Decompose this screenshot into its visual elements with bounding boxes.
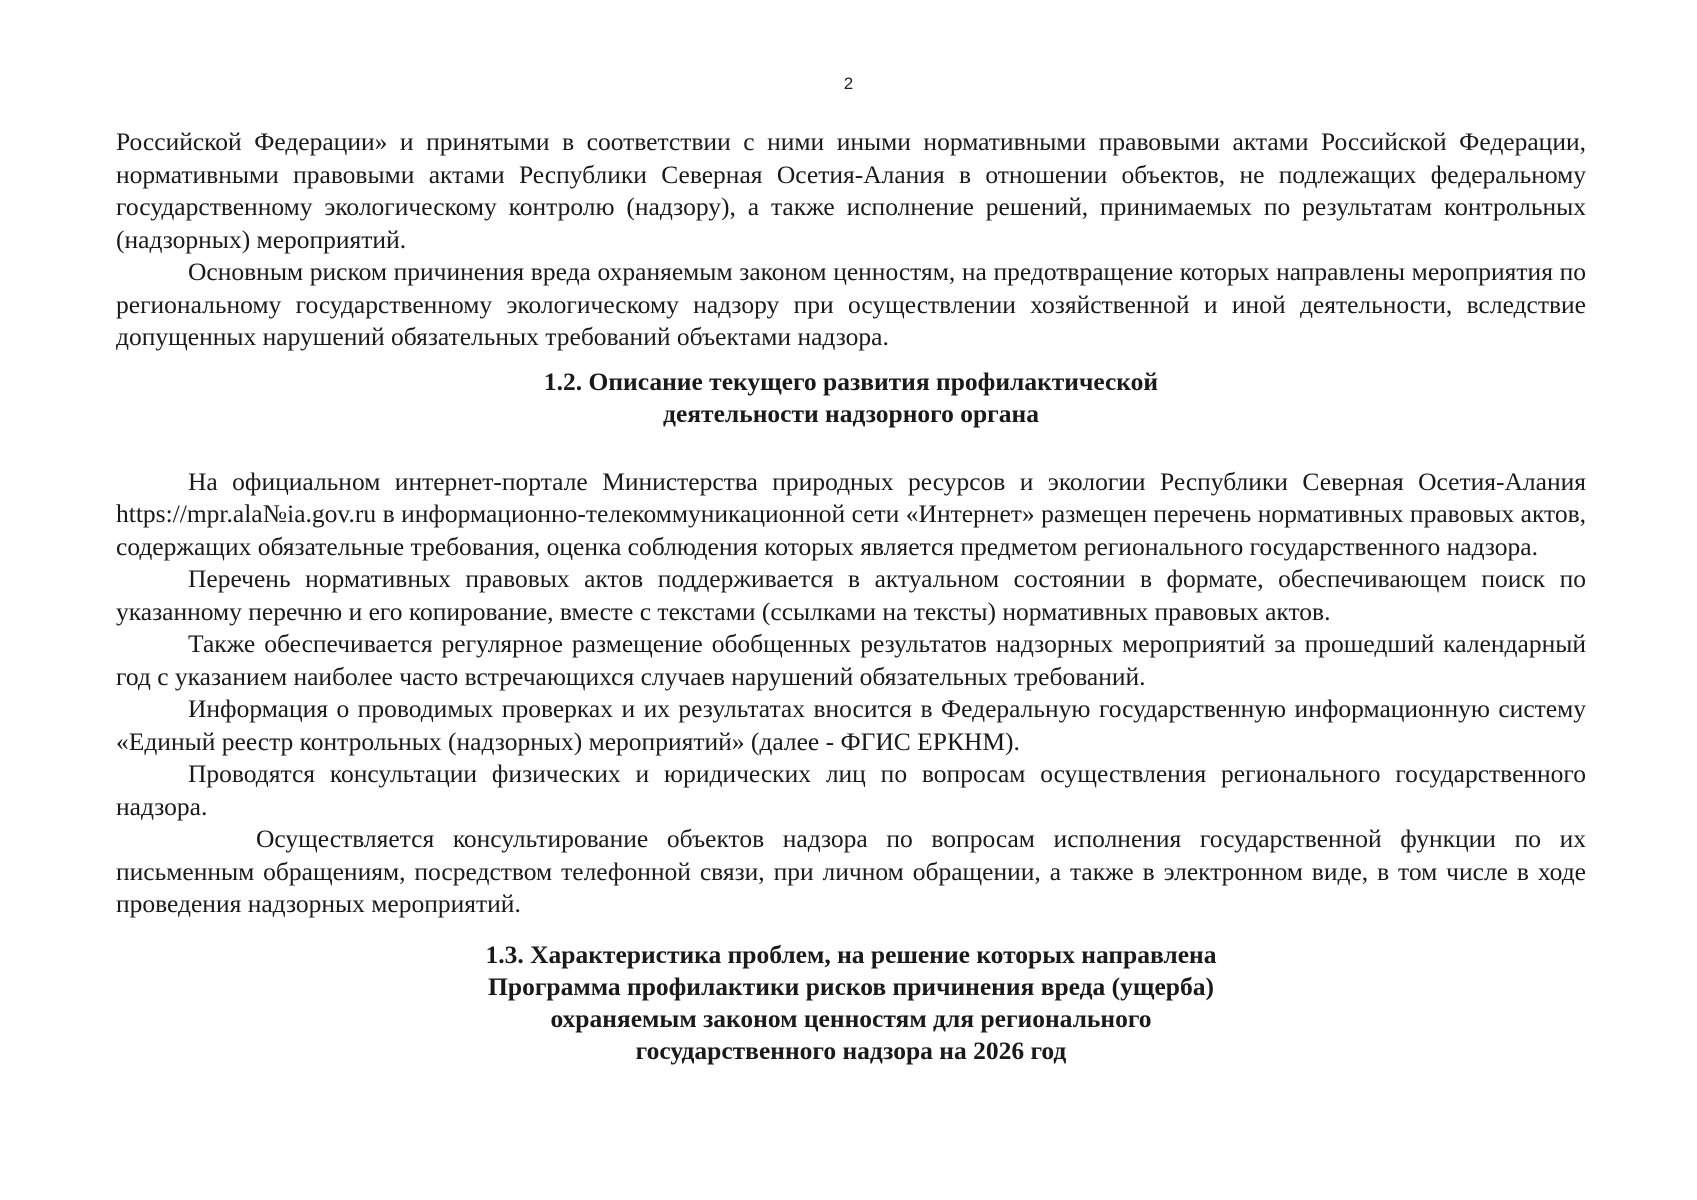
paragraph-consultations: Проводятся консультации физических и юридических лиц по вопросам осуществления регионального государственного надзора.: [116, 759, 1586, 821]
paragraph-main-risk: Основным риском причинения вреда охраняемым законом ценностям, на предотвращение которых направлены мероприятия по региональному государственному экологическому надзору при осуществлении хозяйственной и иной деятельности, вследствие допущенных нарушений обязательных требований объектами надзора.: [116, 257, 1586, 351]
section-heading-1-3: [116, 939, 1586, 1067]
paragraph-erknm: Информация о проводимых проверках и их результатах вносится в Федеральную государственную информационную систему «Единый реестр контрольных (надзорных) мероприятий» (далее - ФГИС ЕРКНМ).: [116, 694, 1586, 756]
heading-line: деятельности надзорного органа: [663, 398, 1039, 428]
heading-line: Программа профилактики рисков причинения вреда (ущерба): [488, 971, 1214, 1001]
paragraph-portal: На официальном интернет-портале Министерства природных ресурсов и экологии Республики Северная Осетия-Алания https://mpr.ala№ia.gov.ru в информационно-телекоммуникационной сети «Интернет» размещен перечень нормативных правовых актов, содержащих обязательные требования, оценка соблюдения которых является предметом регионального государственного надзора.: [116, 466, 1586, 561]
heading-line: государственного надзора на 2026 год: [635, 1035, 1067, 1065]
heading-line: охраняемым законом ценностям для регионального: [550, 1003, 1152, 1033]
section-heading-1-2: [116, 366, 1586, 430]
paragraph-continuation: Российской Федерации» и принятыми в соответствии с ними иными нормативными правовыми актами Российской Федерации, нормативными правовыми актами Республики Северная Осетия-Алания в отношении объектов, не подлежащих федеральному государственному экологическому контролю (надзору), а также исполнение решений, принимаемых по результатам контрольных (надзорных) мероприятий.: [116, 127, 1586, 254]
document-body: [116, 126, 1586, 1067]
paragraph-consulting-objects: Осуществляется консультирование объектов надзора по вопросам исполнения государственной функции по их письменным обращениям, посредством телефонной связи, при личном обращении, а также в электронном виде, в том числе в ходе проведения надзорных мероприятий.: [116, 824, 1586, 918]
paragraph-list-maintenance: Перечень нормативных правовых актов поддерживается в актуальном состоянии в формате, обеспечивающем поиск по указанному перечню и его копирование, вместе с текстами (ссылками на тексты) нормативных правовых актов.: [116, 564, 1586, 626]
heading-line: 1.3. Характеристика проблем, на решение которых направлена: [485, 939, 1217, 969]
paragraph-results-publication: Также обеспечивается регулярное размещение обобщенных результатов надзорных мероприятий за прошедший календарный год с указанием наиболее часто встречающихся случаев нарушений обязательных требований.: [116, 629, 1586, 691]
page-number: 2: [843, 74, 854, 93]
heading-line: 1.2. Описание текущего развития профилактической: [543, 366, 1159, 396]
